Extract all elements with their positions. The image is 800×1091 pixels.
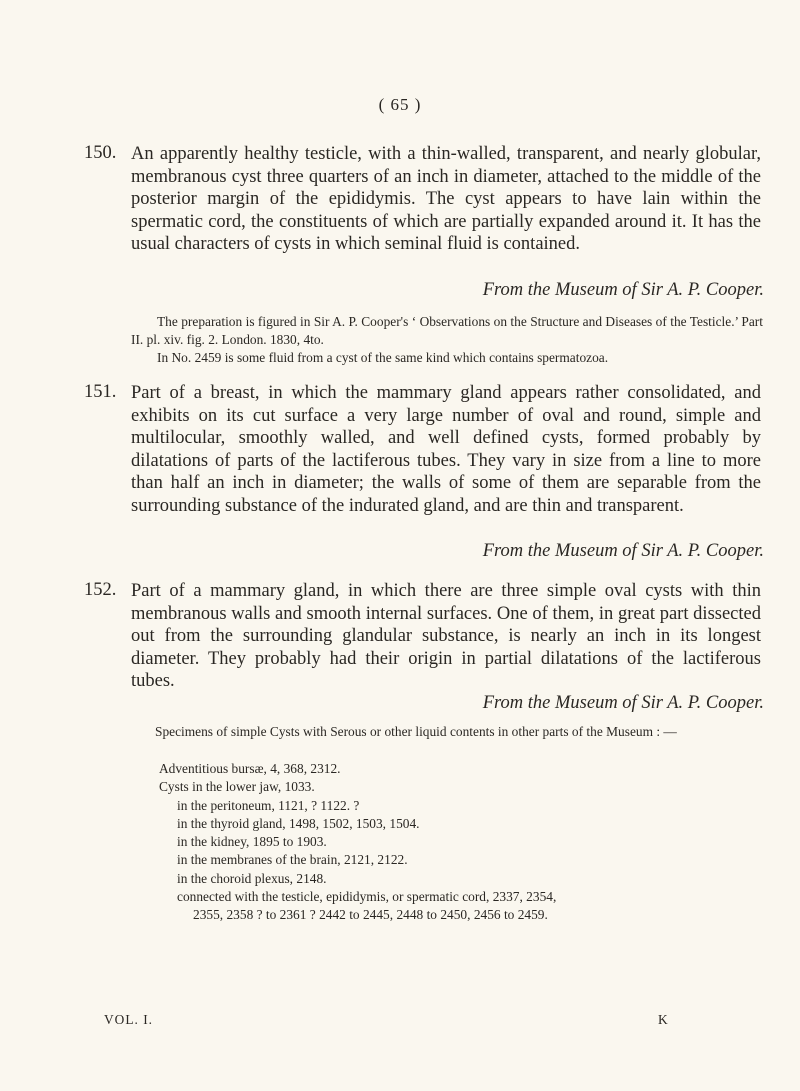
footnote-paragraph: In No. 2459 is some fluid from a cyst of the same kind which contains spermatozoa. [157, 350, 609, 366]
catalogue-entry [84, 580, 761, 693]
page-number: ( 65 ) [378, 95, 422, 114]
list-item: in the choroid plexus, 2148. [177, 870, 327, 886]
entry-text: Part of a mammary gland, in which there are three simple oval cysts with thin membranous walls and smooth internal surfaces. One of them, in great part dissected out from the surrounding glandular substance, is nearly an inch in its longest diameter. They probably had their origin in partial dilatations of the lactiferous tubes. [131, 581, 761, 692]
entry-number: 151. [84, 382, 117, 402]
specimens-list [159, 760, 765, 925]
catalogue-entry [84, 143, 761, 256]
catalogue-entry [84, 382, 761, 518]
volume-label: VOL. I. [104, 1012, 154, 1027]
footnote-paragraph: The preparation is figured in Sir A. P. Cooper's ‘ Observations on the Structure and Diseases of the Testicle.’ Part II. pl. xiv. fig. 2. London. 1830, 4to. [131, 314, 763, 348]
list-item: Adventitious bursæ, 4, 368, 2312. [159, 761, 341, 776]
entry-number: 150. [84, 143, 117, 163]
list-item: in the thyroid gland, 1498, 1502, 1503, 1504. [177, 815, 420, 831]
footnote [131, 313, 763, 368]
list-item: in the membranes of the brain, 2121, 2122. [177, 852, 408, 868]
entry-source: From the Museum of Sir A. P. Cooper. [482, 693, 764, 713]
list-item: connected with the testicle, epididymis, or spermatic cord, 2337, 2354, [177, 889, 557, 905]
entry-source: From the Museum of Sir A. P. Cooper. [482, 280, 764, 300]
list-item: Cysts in the lower jaw, 1033. [159, 779, 315, 795]
entry-number: 152. [84, 580, 117, 600]
specimens-heading: Specimens of simple Cysts with Serous or other liquid contents in other parts of the Museum : — [155, 724, 677, 739]
signature-mark: K [658, 1012, 668, 1027]
list-item: in the peritoneum, 1121, ? 1122. ? [177, 797, 360, 813]
entry-source: From the Museum of Sir A. P. Cooper. [482, 541, 764, 561]
list-item: 2355, 2358 ? to 2361 ? 2442 to 2445, 2448 to 2450, 2456 to 2459. [193, 907, 548, 923]
entry-text: Part of a breast, in which the mammary gland appears rather consolidated, and exhibits on its cut surface a very large number of oval and round, simple and multilocular, smoothly walled, and well defined cysts, formed probably by dilatations of parts of the lactiferous tubes. They vary in size from a line to more than half an inch in diameter; the walls of some of them are separable from the surrounding substance of the indurated gland, and are thin and transparent. [131, 383, 761, 516]
entry-text: An apparently healthy testicle, with a thin-walled, transparent, and nearly globular, membranous cyst three quarters of an inch in diameter, attached to the middle of the posterior margin of the epididymis. The cyst appears to have lain within the spermatic cord, the constituents of which are partially expanded around it. It has the usual characters of cysts in which seminal fluid is contained. [131, 144, 761, 255]
list-item: in the kidney, 1895 to 1903. [177, 834, 327, 850]
